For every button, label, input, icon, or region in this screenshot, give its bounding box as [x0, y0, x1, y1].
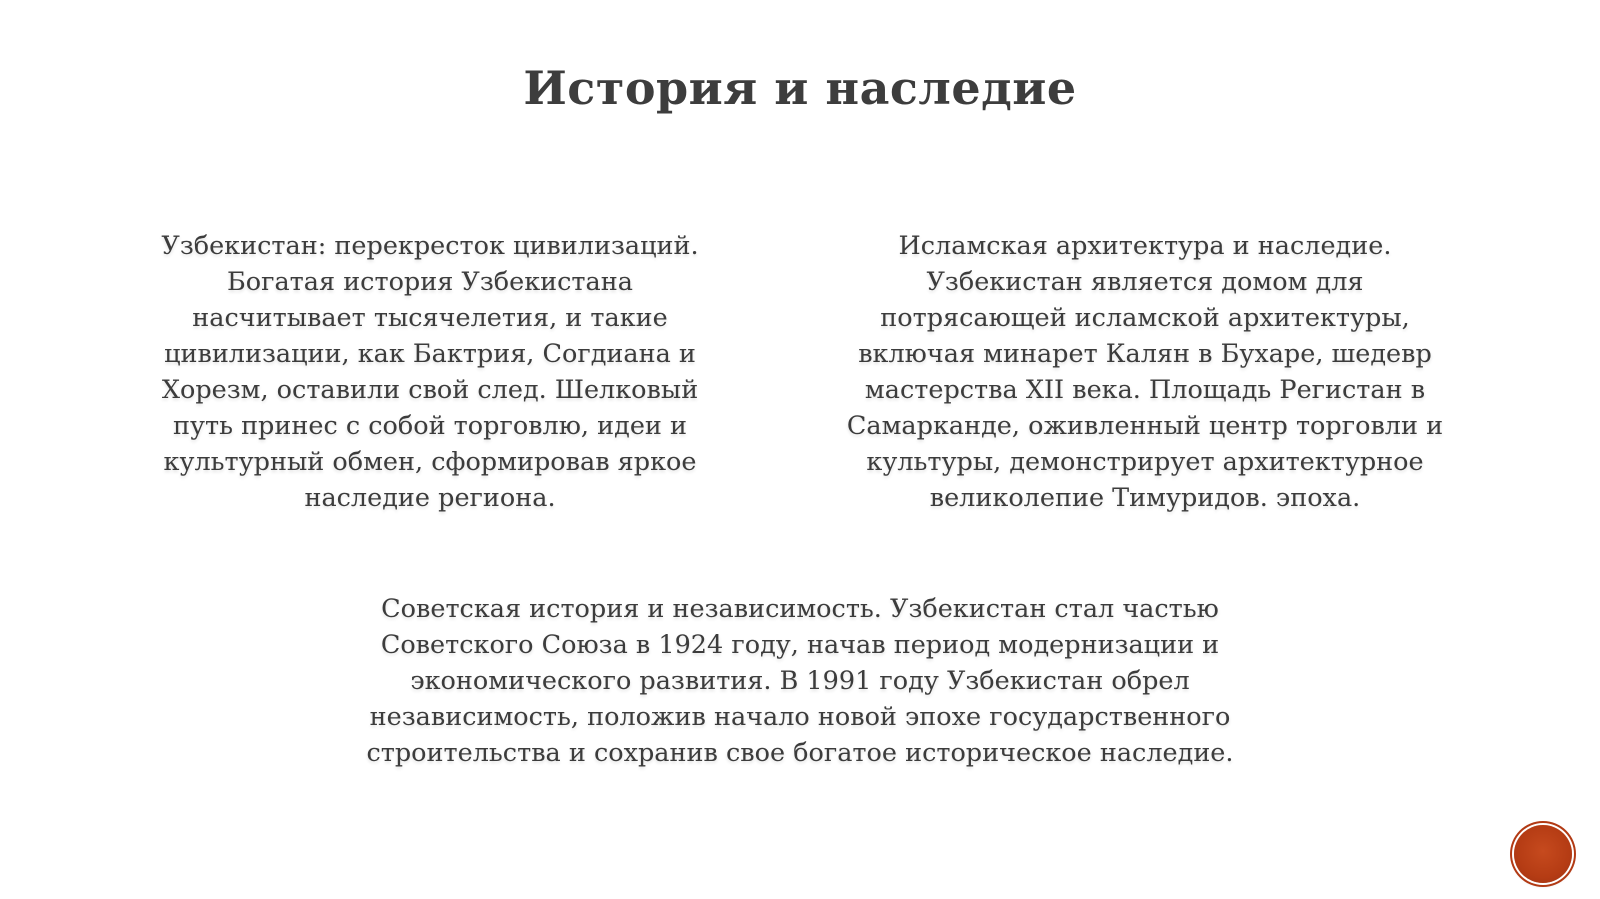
text-line: Хорезм, оставили свой след. Шелковый: [161, 375, 699, 405]
history-text-block: [120, 228, 740, 516]
text-line: Исламская архитектура и наследие.: [898, 231, 1392, 261]
circle-nav-icon[interactable]: [1514, 825, 1572, 883]
text-line: мастерства XII века. Площадь Регистан в: [864, 375, 1426, 405]
text-line: независимость, положив начало новой эпохе государственного: [369, 702, 1231, 732]
text-line: наследие региона.: [304, 483, 556, 513]
text-line: Самарканде, оживленный центр торговли и: [846, 411, 1444, 441]
text-line: строительства и сохранив свое богатое историческое наследие.: [366, 738, 1234, 768]
text-line: экономического развития. В 1991 году Узбекистан обрел: [410, 666, 1190, 696]
text-line: потрясающей исламской архитектуры,: [880, 303, 1410, 333]
text-line: культуры, демонстрирует архитектурное: [866, 447, 1424, 477]
slide-title: История и наследие: [523, 61, 1077, 115]
text-line: включая минарет Калян в Бухаре, шедевр: [858, 339, 1432, 369]
text-line: путь принес с собой торговлю, идеи и: [172, 411, 688, 441]
soviet-text-block: [300, 591, 1300, 771]
text-line: Советская история и независимость. Узбекистан стал частью: [381, 594, 1219, 624]
text-line: великолепие Тимуридов. эпоха.: [929, 483, 1361, 513]
text-line: Советского Союза в 1924 году, начав период модернизации и: [380, 630, 1220, 660]
text-line: цивилизации, как Бактрия, Согдиана и: [164, 339, 696, 369]
architecture-text-block: [810, 228, 1480, 516]
text-line: Узбекистан: перекресток цивилизаций.: [161, 231, 699, 261]
text-line: культурный обмен, сформировав яркое: [163, 447, 697, 477]
text-line: Богатая история Узбекистана: [227, 267, 633, 297]
text-line: Узбекистан является домом для: [926, 267, 1364, 297]
text-line: насчитывает тысячелетия, и такие: [192, 303, 668, 333]
